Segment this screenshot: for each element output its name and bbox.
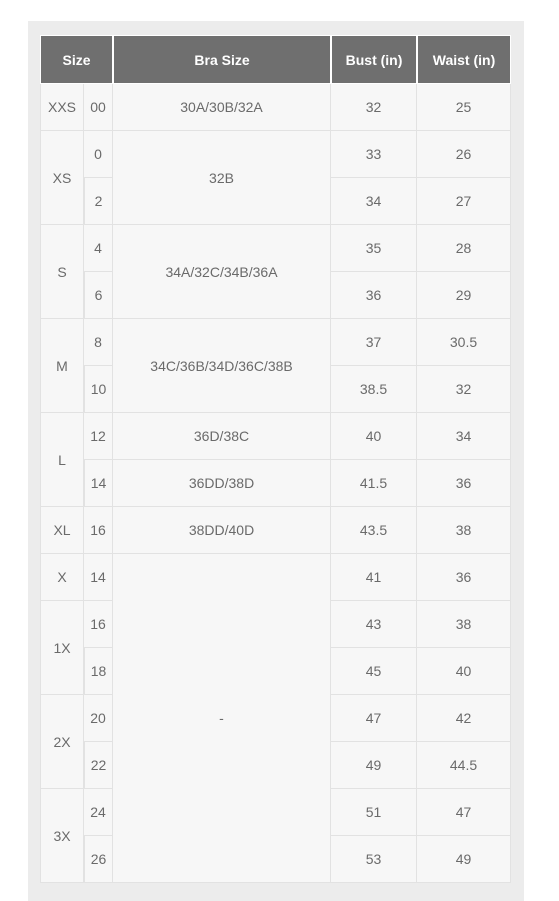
header-bra-size: Bra Size: [113, 35, 331, 84]
bust-value: 35: [331, 225, 417, 272]
table-row: [40, 507, 511, 554]
bust-value: 49: [331, 742, 417, 789]
waist-value: 28: [417, 225, 511, 272]
numeric-size: 16: [84, 601, 113, 648]
numeric-size: 14: [84, 460, 113, 507]
waist-value: 26: [417, 131, 511, 178]
size-chart-table: [40, 35, 511, 883]
bust-value: 36: [331, 272, 417, 319]
table-header-row: [40, 35, 511, 84]
size-label: XS: [40, 131, 84, 225]
numeric-size: 16: [84, 507, 113, 554]
size-label: S: [40, 225, 84, 319]
numeric-size: 22: [84, 742, 113, 789]
numeric-size: 8: [84, 319, 113, 366]
bust-value: 45: [331, 648, 417, 695]
waist-value: 44.5: [417, 742, 511, 789]
size-label: X: [40, 554, 84, 601]
waist-value: 34: [417, 413, 511, 460]
numeric-size: 10: [84, 366, 113, 413]
size-label: L: [40, 413, 84, 507]
header-bust: Bust (in): [331, 35, 417, 84]
bra-size: 30A/30B/32A: [113, 84, 331, 131]
waist-value: 40: [417, 648, 511, 695]
waist-value: 36: [417, 554, 511, 601]
numeric-size: 26: [84, 836, 113, 883]
header-size: Size: [40, 35, 113, 84]
size-label: XXS: [40, 84, 84, 131]
table-row: [40, 460, 511, 507]
numeric-size: 2: [84, 178, 113, 225]
waist-value: 36: [417, 460, 511, 507]
bra-size: 34A/32C/34B/36A: [113, 225, 331, 319]
bra-size: -: [113, 554, 331, 883]
waist-value: 38: [417, 601, 511, 648]
table-row: [40, 84, 511, 131]
numeric-size: 24: [84, 789, 113, 836]
bust-value: 47: [331, 695, 417, 742]
bust-value: 53: [331, 836, 417, 883]
bra-size: 34C/36B/34D/36C/38B: [113, 319, 331, 413]
numeric-size: 0: [84, 131, 113, 178]
waist-value: 42: [417, 695, 511, 742]
bra-size: 36D/38C: [113, 413, 331, 460]
bust-value: 40: [331, 413, 417, 460]
waist-value: 32: [417, 366, 511, 413]
size-label: 3X: [40, 789, 84, 883]
bra-size: 36DD/38D: [113, 460, 331, 507]
bra-size: 32B: [113, 131, 331, 225]
bust-value: 51: [331, 789, 417, 836]
size-label: XL: [40, 507, 84, 554]
waist-value: 25: [417, 84, 511, 131]
waist-value: 38: [417, 507, 511, 554]
bust-value: 43: [331, 601, 417, 648]
header-waist: Waist (in): [417, 35, 511, 84]
size-label: M: [40, 319, 84, 413]
bust-value: 32: [331, 84, 417, 131]
bra-size: 38DD/40D: [113, 507, 331, 554]
waist-value: 30.5: [417, 319, 511, 366]
bust-value: 33: [331, 131, 417, 178]
bust-value: 34: [331, 178, 417, 225]
numeric-size: 20: [84, 695, 113, 742]
table-row: [40, 225, 511, 272]
numeric-size: 14: [84, 554, 113, 601]
numeric-size: 4: [84, 225, 113, 272]
bust-value: 37: [331, 319, 417, 366]
waist-value: 27: [417, 178, 511, 225]
numeric-size: 18: [84, 648, 113, 695]
numeric-size: 6: [84, 272, 113, 319]
table-row: [40, 319, 511, 366]
bust-value: 41.5: [331, 460, 417, 507]
table-row: [40, 554, 511, 601]
numeric-size: 00: [84, 84, 113, 131]
bust-value: 38.5: [331, 366, 417, 413]
table-row: [40, 413, 511, 460]
waist-value: 49: [417, 836, 511, 883]
waist-value: 47: [417, 789, 511, 836]
bust-value: 41: [331, 554, 417, 601]
bust-value: 43.5: [331, 507, 417, 554]
table-row: [40, 131, 511, 178]
waist-value: 29: [417, 272, 511, 319]
size-label: 2X: [40, 695, 84, 789]
size-label: 1X: [40, 601, 84, 695]
numeric-size: 12: [84, 413, 113, 460]
